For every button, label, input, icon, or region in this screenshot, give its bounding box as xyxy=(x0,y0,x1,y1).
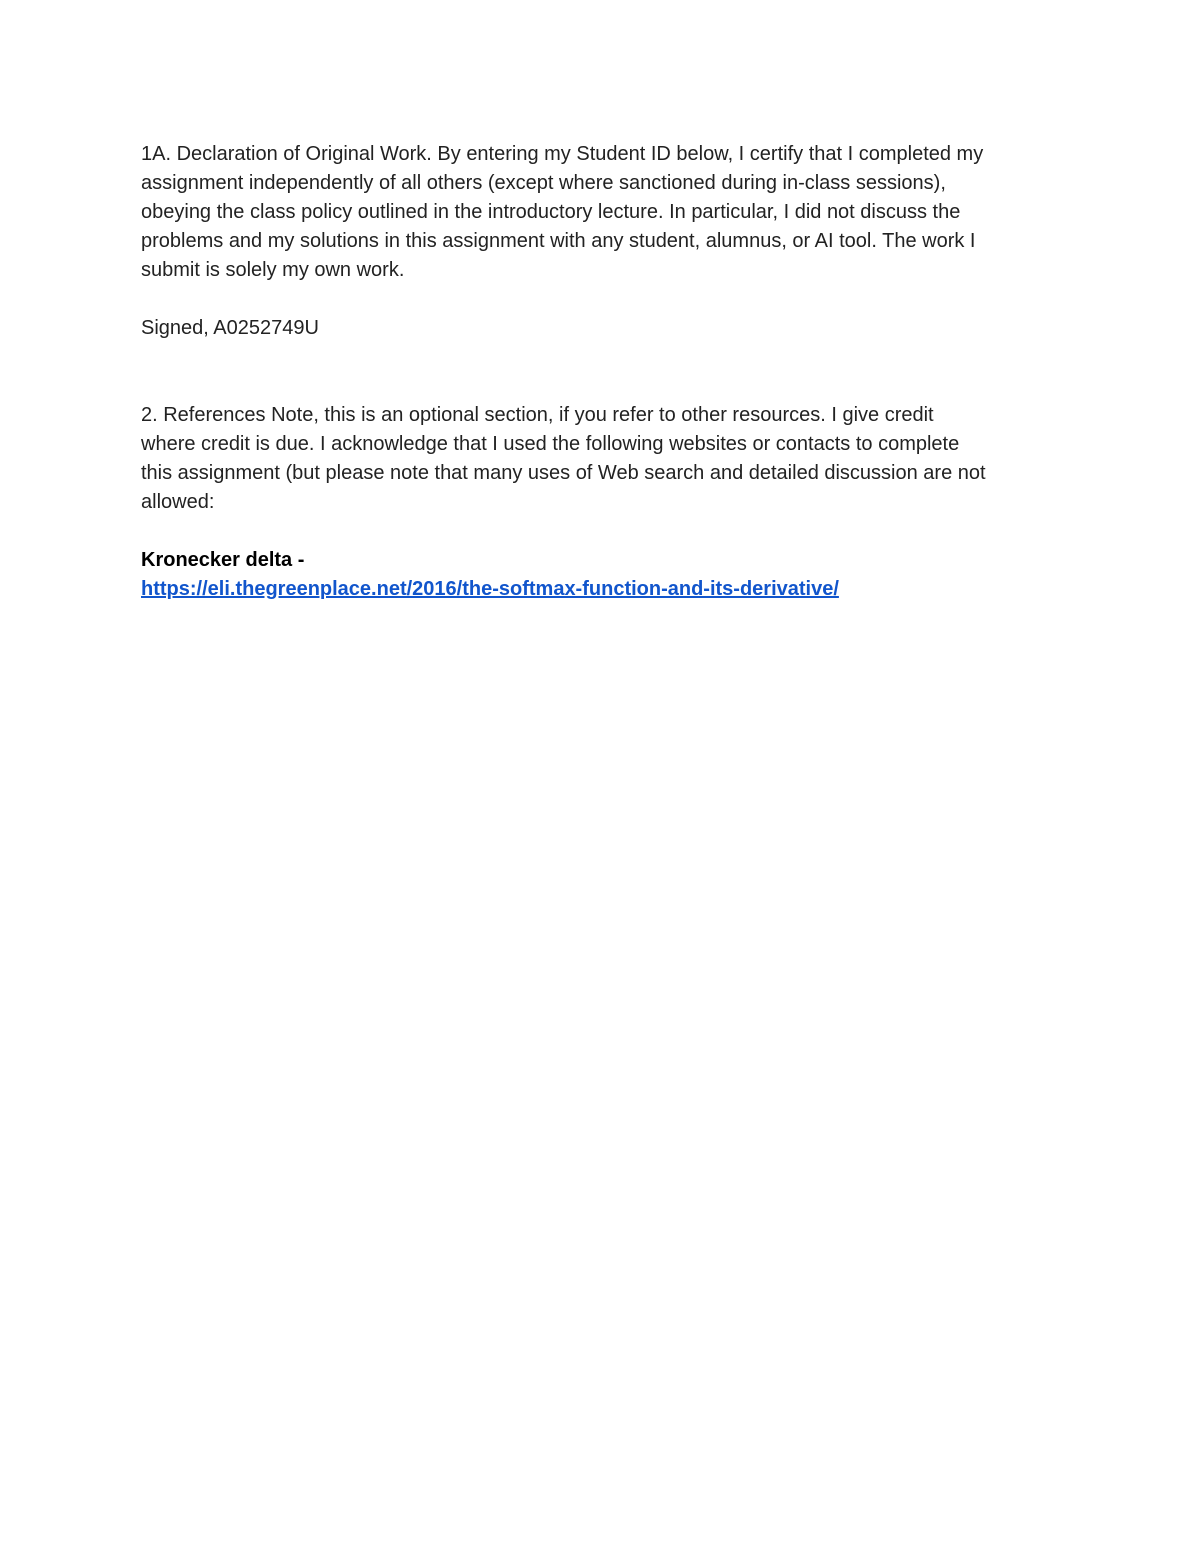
spacer xyxy=(141,343,1061,401)
signature-line xyxy=(141,314,1061,343)
declaration-line: submit is solely my own work. xyxy=(141,259,405,281)
declaration-line: problems and my solutions in this assignment with any student, alumnus, or AI tool. The work I xyxy=(141,230,976,252)
declaration-paragraph xyxy=(141,140,1061,285)
declaration-line: assignment independently of all others (except where sanctioned during in-class sessions), xyxy=(141,172,946,194)
references-line: allowed: xyxy=(141,491,215,513)
reference-link[interactable]: https://eli.thegreenplace.net/2016/the-softmax-function-and-its-derivative/ xyxy=(141,578,839,600)
document-content xyxy=(141,140,1061,604)
references-line: where credit is due. I acknowledge that I used the following websites or contacts to complete xyxy=(141,433,960,455)
references-line: this assignment (but please note that many uses of Web search and detailed discussion are not xyxy=(141,462,986,484)
spacer xyxy=(141,285,1061,314)
reference-title: Kronecker delta - xyxy=(141,549,305,571)
spacer xyxy=(141,517,1061,546)
declaration-line: obeying the class policy outlined in the introductory lecture. In particular, I did not discuss the xyxy=(141,201,961,223)
signature-text: Signed, A0252749U xyxy=(141,317,319,339)
references-paragraph xyxy=(141,401,1061,517)
references-line: 2. References Note, this is an optional section, if you refer to other resources. I give credit xyxy=(141,404,934,426)
declaration-line: 1A. Declaration of Original Work. By entering my Student ID below, I certify that I completed my xyxy=(141,143,984,165)
reference-item xyxy=(141,546,1061,604)
